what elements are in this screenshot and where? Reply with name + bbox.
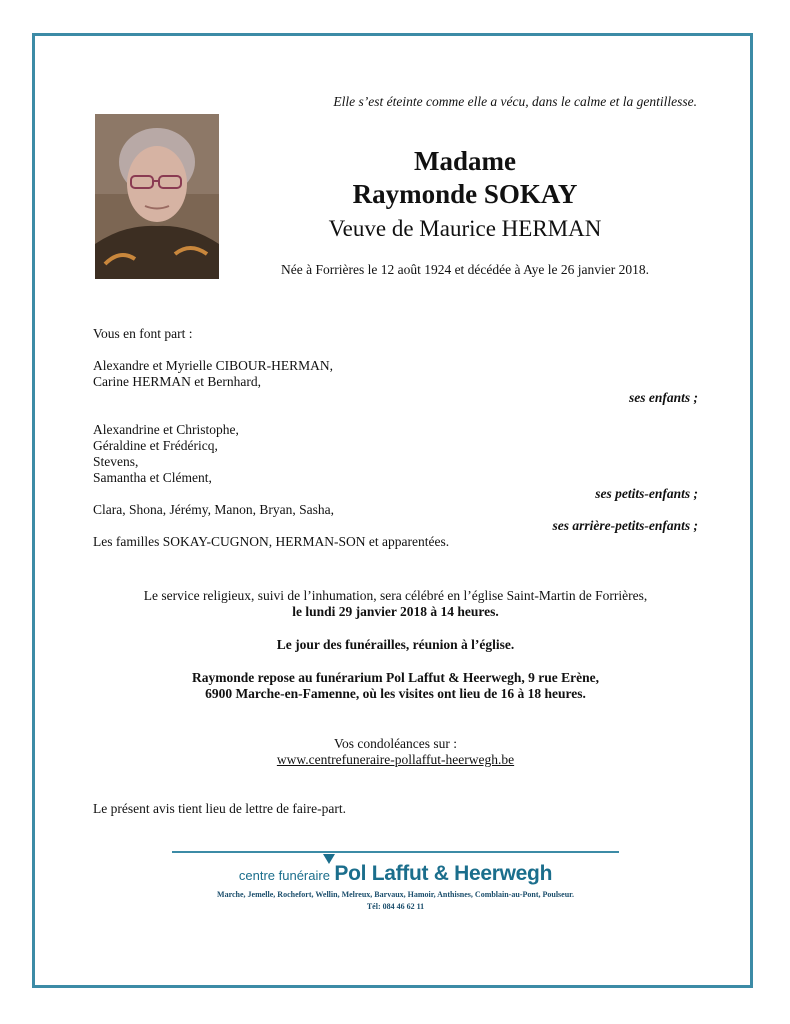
portrait-photo	[95, 114, 219, 279]
grandchildren-name: Samantha et Clément,	[93, 470, 212, 485]
condolences-link[interactable]: www.centrefuneraire-pollaffut-heerwegh.be	[276, 752, 515, 767]
intro-line: Vous en font part :	[93, 326, 193, 341]
funerarium-visits: 6900 Marche-en-Famenne, où les visites ont lieu de 16 à 18 heures.	[205, 686, 586, 701]
logo-prefix: centre funéraire	[238, 868, 330, 883]
epitaph: Elle s’est éteinte comme elle a vécu, dans le calme et la gentillesse.	[333, 94, 697, 109]
grandchildren-name: Alexandrine et Christophe,	[93, 422, 239, 437]
footer-towns: Marche, Jemelle, Rochefort, Wellin, Melreux, Barvaux, Hamoir, Anthisnes, Comblain-au-Pont, Poulseur.	[217, 890, 574, 899]
funerarium-line: Raymonde repose au funérarium Pol Laffut & Heerwegh, 9 rue Erène,	[192, 670, 599, 685]
grandchildren-role: ses petits-enfants ;	[595, 486, 698, 501]
widow-of: Veuve de Maurice HERMAN	[328, 216, 602, 241]
children-name: Carine HERMAN et Bernhard,	[93, 374, 261, 389]
deceased-name-block	[260, 145, 670, 211]
condolences-block	[93, 736, 698, 768]
grandchildren-name: Géraldine et Frédéricq,	[93, 438, 218, 453]
footer-divider	[172, 851, 619, 853]
children-name: Alexandre et Myrielle CIBOUR-HERMAN,	[93, 358, 333, 373]
funerarium-info	[93, 670, 698, 702]
condolences-label: Vos condoléances sur :	[333, 736, 458, 751]
footer-phone: Tél: 084 46 62 11	[366, 902, 425, 911]
birth-death-line: Née à Forrières le 12 août 1924 et décédée à Aye le 26 janvier 2018.	[281, 262, 649, 277]
honorific: Madame	[414, 146, 516, 176]
children-role: ses enfants ;	[628, 390, 698, 405]
great-grandchildren-role: ses arrière-petits-enfants ;	[552, 518, 698, 533]
families-line: Les familles SOKAY-CUGNON, HERMAN-SON et apparentées.	[93, 534, 450, 549]
service-line: Le service religieux, suivi de l’inhumation, sera célébré en l’église Saint-Martin de Forrières,	[143, 588, 648, 603]
logo-name: Pol Laffut & Heerwegh	[334, 862, 553, 885]
service-info	[93, 588, 698, 620]
gathering-line: Le jour des funérailles, réunion à l’église.	[276, 637, 515, 652]
great-grandchildren-name: Clara, Shona, Jérémy, Manon, Bryan, Sasha,	[93, 502, 334, 517]
grandchildren-name: Stevens,	[93, 454, 139, 469]
notice-line: Le présent avis tient lieu de lettre de faire-part.	[93, 801, 347, 816]
deceased-name: Raymonde SOKAY	[352, 179, 578, 209]
service-date: le lundi 29 janvier 2018 à 14 heures.	[292, 604, 499, 619]
announcement-body	[93, 326, 698, 550]
funeral-home-logo	[172, 862, 619, 886]
